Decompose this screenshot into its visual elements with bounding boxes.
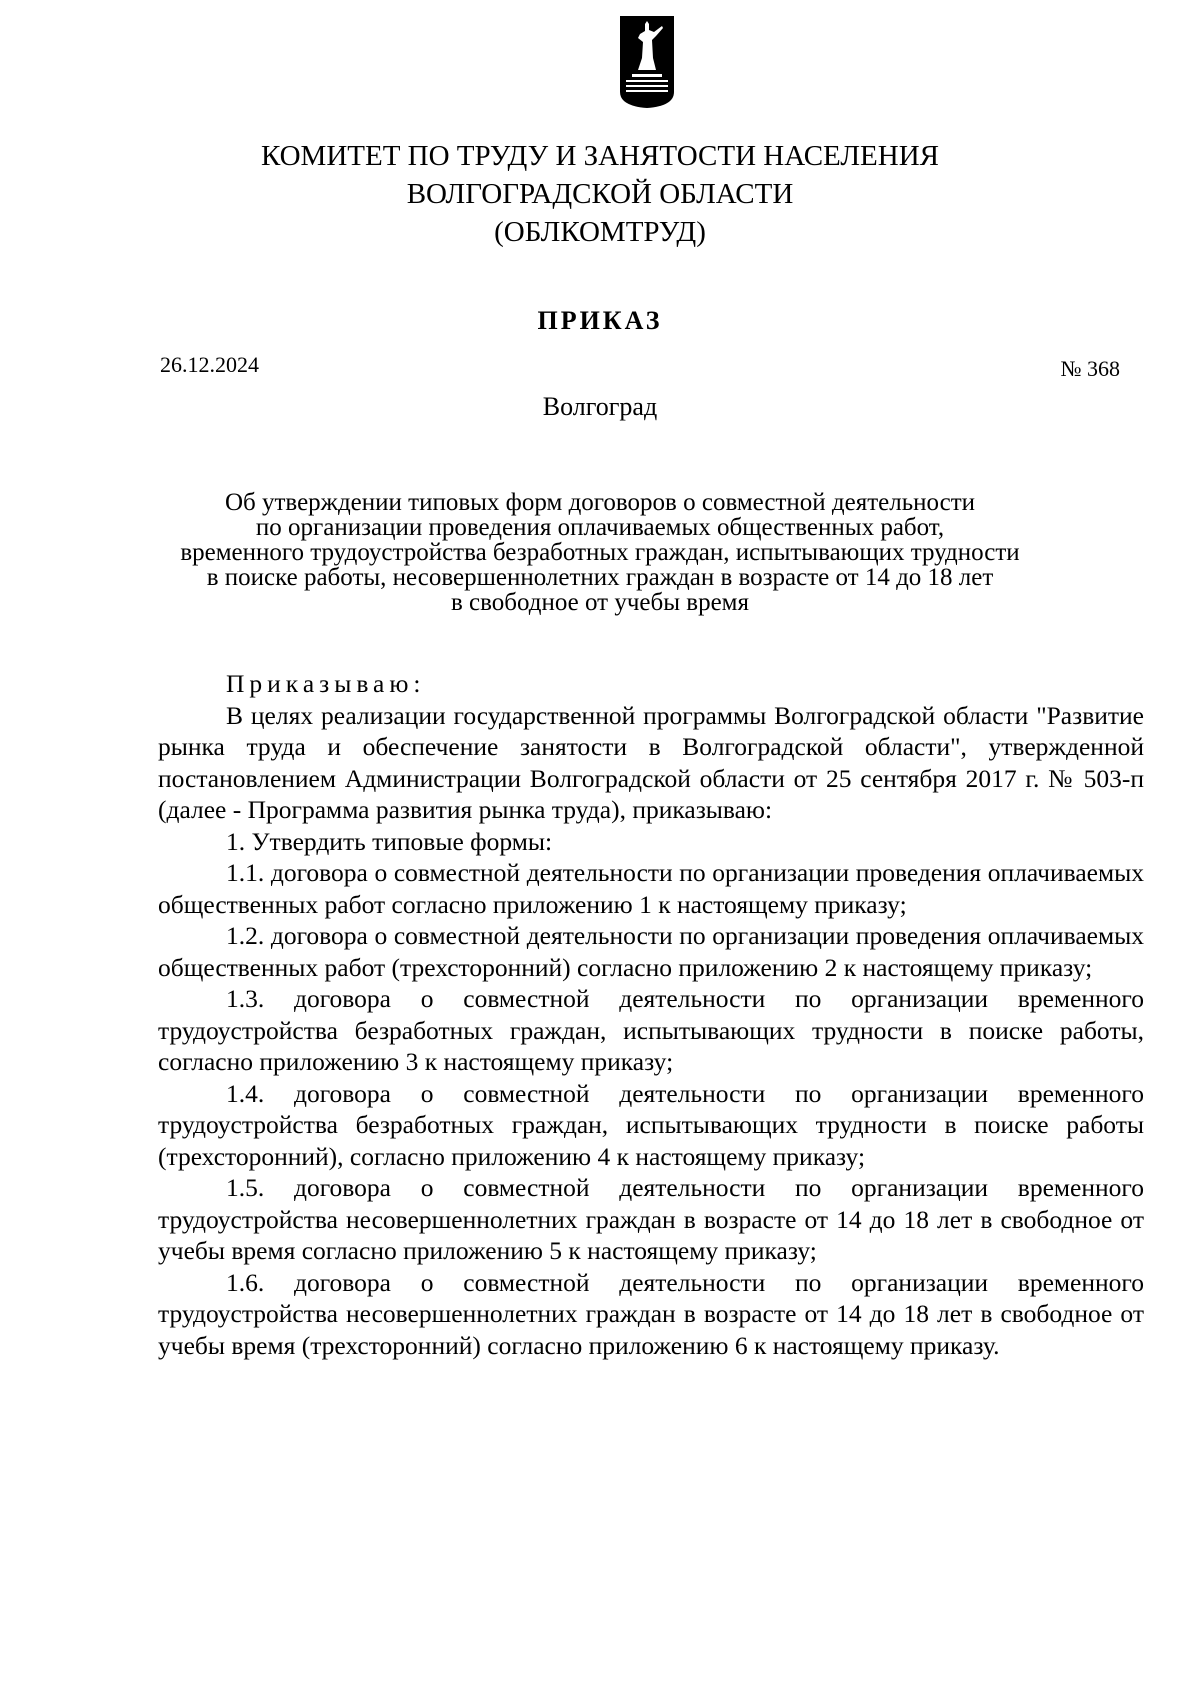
order-body [158,668,1144,1361]
order-number: № 368 [1060,356,1120,381]
order-date: 26.12.2024 [160,352,259,377]
subject-line: в поиске работы, несовершеннолетних граждан в возрасте от 14 до 18 лет [206,564,994,591]
body-paragraph: В целях реализации государственной программы Волгоградской области "Развитие рынка труда и обеспечение занятости в Волгоградской области", утвержденной постановлением Администрации Волгоградской области от 25 сентября 2017 г. № 503-п (далее - Программа развития рынка труда), приказываю: [158,700,1144,824]
order-city: Волгоград [542,392,658,421]
body-paragraph: 1.2. договора о совместной деятельности по организации проведения оплачиваемых общественных работ (трехсторонний) согласно приложению 2 к настоящему приказу; [158,921,1144,982]
subject-line: в свободное от учебы время [450,589,750,616]
subject-line: временного трудоустройства безработных граждан, испытывающих трудности [180,539,1020,566]
body-paragraph: 1.5. договора о совместной деятельности по организации временного трудоустройства несовершеннолетних граждан в возрасте от 14 до 18 лет в свободное от учебы время согласно приложению 5 к настоящему приказу; [158,1173,1144,1265]
org-name-line-1: КОМИТЕТ ПО ТРУДУ И ЗАНЯТОСТИ НАСЕЛЕНИЯ [260,140,940,172]
subject-line: Об утверждении типовых форм договоров о совместной деятельности [224,489,976,516]
body-paragraph: 1.3. договора о совместной деятельности по организации временного трудоустройства безработных граждан, испытывающих трудности в поиске работы, согласно приложению 3 к настоящему приказу; [158,984,1144,1076]
coat-of-arms-icon [618,14,676,110]
subject-line: по организации проведения оплачиваемых общественных работ, [255,514,945,541]
order-lead: Приказываю: [226,669,426,698]
body-paragraph: 1. Утвердить типовые формы: [226,826,553,856]
body-paragraph: 1.6. договора о совместной деятельности по организации временного трудоустройства несовершеннолетних граждан в возрасте от 14 до 18 лет в свободное от учебы время (трехсторонний) согласно приложению 6 к настоящему приказу. [158,1267,1144,1360]
body-paragraph: 1.1. договора о совместной деятельности по организации проведения оплачиваемых общественных работ согласно приложению 1 к настоящему приказу; [158,858,1144,919]
org-name-line-3: (ОБЛКОМТРУД) [494,216,706,248]
order-title: ПРИКАЗ [537,306,663,335]
org-name-line-2: ВОЛГОГРАДСКОЙ ОБЛАСТИ [406,178,794,210]
body-paragraph: 1.4. договора о совместной деятельности по организации временного трудоустройства безработных граждан, испытывающих трудности в поиске работы (трехсторонний), согласно приложению 4 к настоящему приказу; [158,1078,1144,1171]
order-subject [0,490,1200,615]
